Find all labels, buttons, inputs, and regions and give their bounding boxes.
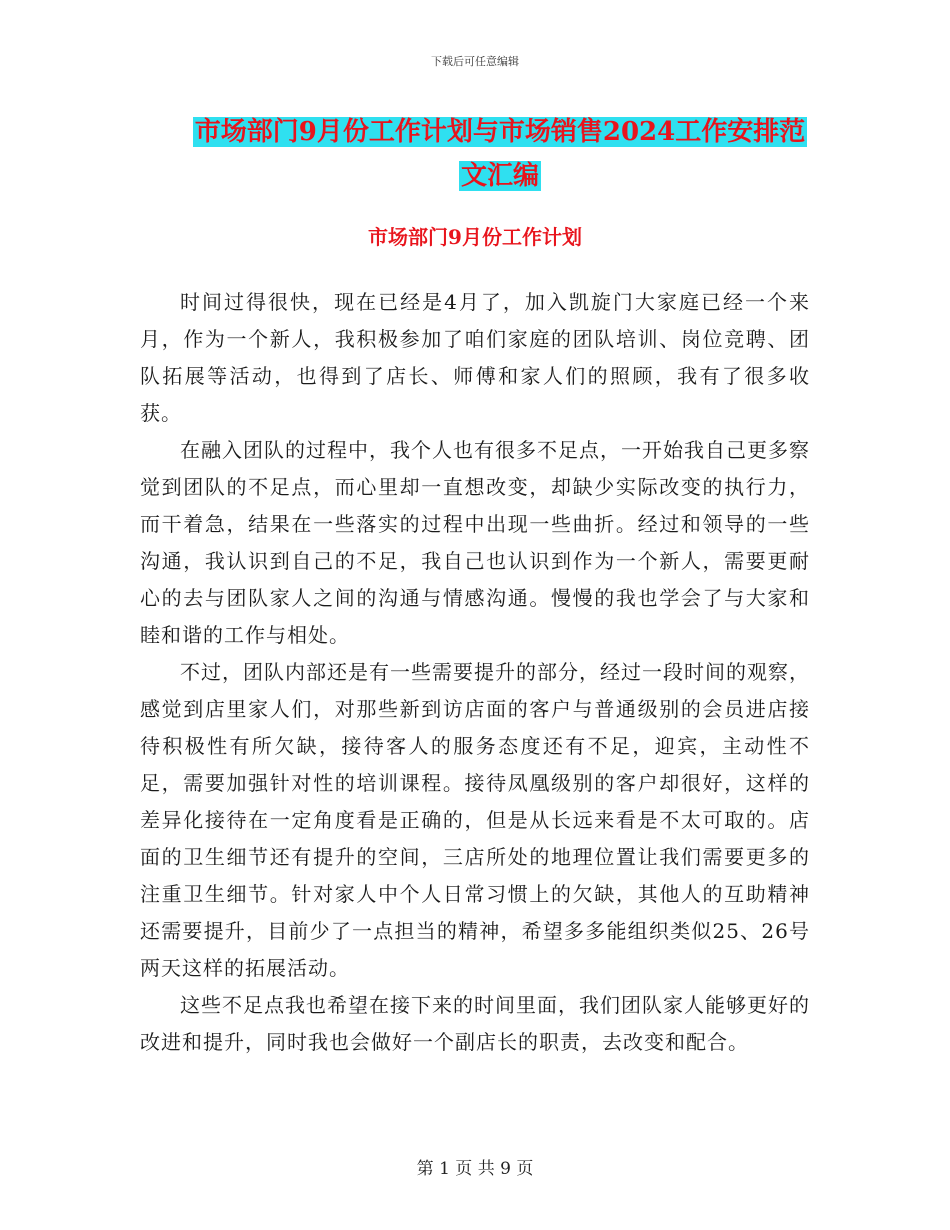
paragraph: 在融入团队的过程中，我个人也有很多不足点，一开始我自己更多察觉到团队的不足点，而心里却一直想改变，却缺少实际改变的执行力，而干着急，结果在一些落实的过程中出现一些曲折。经过和领导的一些沟通，我认识到自己的不足，我自己也认识到作为一个新人，需要更耐心的去与团队家人之间的沟通与情感沟通。慢慢的我也学会了与大家和睦和谐的工作与相处。 <box>140 438 810 647</box>
paragraph: 时间过得很快，现在已经是4月了，加入凯旋门大家庭已经一个来月，作为一个新人，我积极参加了咱们家庭的团队培训、岗位竞聘、团队拓展等活动，也得到了店长、师傅和家人们的照顾，我有了很多收获。 <box>140 290 810 425</box>
document-body <box>140 284 810 1061</box>
page-number: 第 1 页 共 9 页 <box>416 1159 534 1179</box>
paragraph: 不过，团队内部还是有一些需要提升的部分，经过一段时间的观察，感觉到店里家人们，对那些新到访店面的客户与普通级别的会员进店接待积极性有所欠缺，接待客人的服务态度还有不足，迎宾，主动性不足，需要加强针对性的培训课程。接待凤凰级别的客户却很好，这样的差异化接待在一定角度看是正确的，但是从长远来看是不太可取的。店面的卫生细节还有提升的空间，三店所处的地理位置让我们需要更多的注重卫生细节。针对家人中个人日常习惯上的欠缺，其他人的互助精神还需要提升，目前少了一点担当的精神，希望多多能组织类似25、26号两天这样的拓展活动。 <box>140 660 810 980</box>
document-title-line-1: 市场部门9月份工作计划与市场销售2024工作安排范 <box>194 117 806 147</box>
section-title: 市场部门9月份工作计划 <box>368 225 582 249</box>
paragraph: 这些不足点我也希望在接下来的时间里面，我们团队家人能够更好的改进和提升，同时我也会做好一个副店长的职责，去改变和配合。 <box>140 993 810 1054</box>
document-title <box>140 110 860 198</box>
document-title-line-2: 文汇编 <box>460 161 539 191</box>
header-note: 下载后可任意编辑 <box>431 55 519 68</box>
